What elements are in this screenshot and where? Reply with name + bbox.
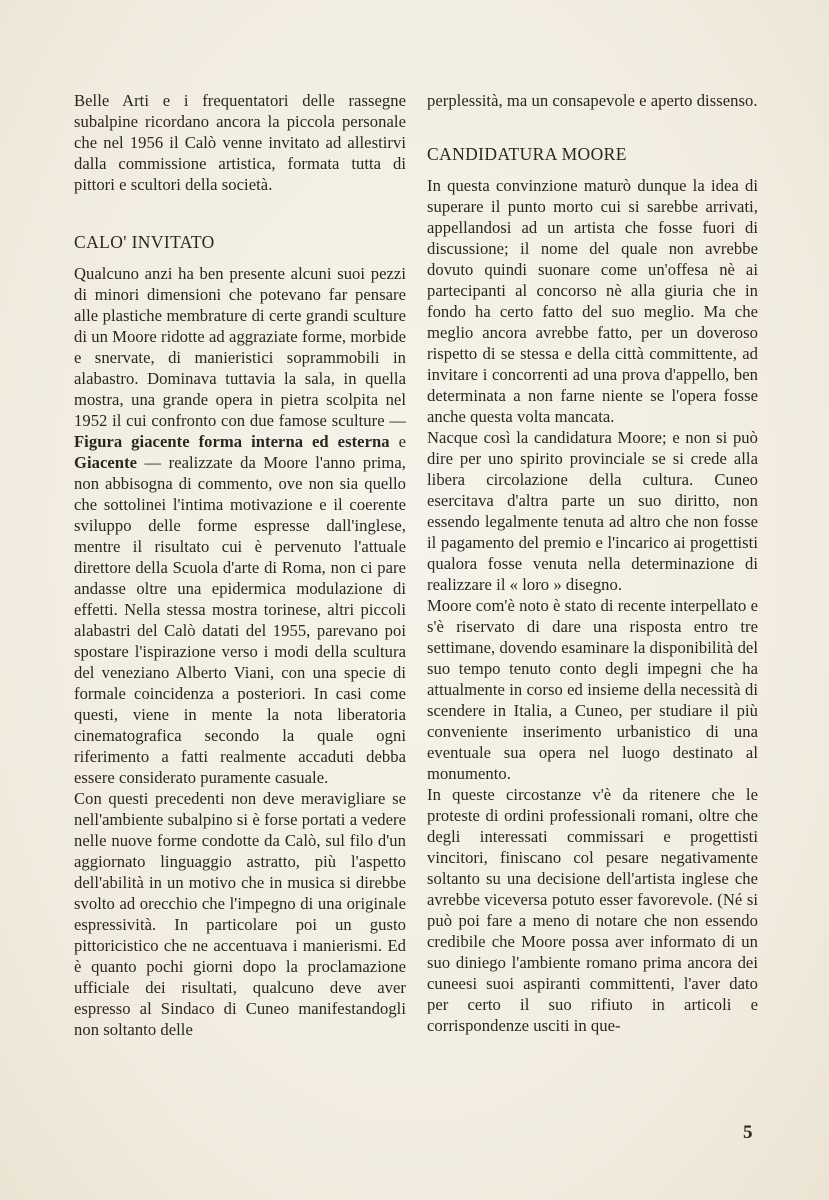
left-paragraph-1-text-b: — realizzate da Moore l'anno prima, non abbisogna di commento, ove non sia quello che sottolinei l'intima motivazione e il coerente sviluppo delle forme espresse dall'inglese, mentre il risultato cui è pervenuto l'attuale direttore della Scuola d'arte di Roma, non ci pare andasse oltre una epidermica modulazione di effetti. Nella stessa mostra torinese, altri piccoli alabastri del Calò datati del 1955, parevano poi spostare l'ispirazione verso i modi della scultura del veneziano Alberto Viani, con una specie di formale coincidenza a posteriori. In casi come questi, viene in mente la nota liberatoria cinematografica secondo la quale ogni riferimento a fatti realmente accaduti debba essere considerato puramente casuale.: [74, 453, 406, 787]
page-number: 5: [743, 1122, 753, 1143]
right-intro-paragraph: perplessità, ma un consapevole e aperto dissenso.: [427, 91, 758, 110]
right-paragraph-2: Nacque così la candidatura Moore; e non si può dire per uno spirito provinciale se si crede alla libera circolazione della cultura. Cuneo esercitava d'altra parte un suo diritto, non essendo legalmente tenuta ad altro che non fosse il pagamento del premio e l'incarico ai progettisti qualora fosse venuta nella determinazione di realizzare il « loro » disegno.: [427, 428, 758, 594]
artwork-title-giacente: Giacente: [74, 453, 138, 472]
left-intro-paragraph: Belle Arti e i frequentatori delle rassegne subalpine ricordano ancora la piccola personale che nel 1956 il Calò venne invitato ad allestirvi dalla commissione artistica, formata tutta di pittori e scultori della società.: [74, 91, 406, 194]
right-paragraph-4: In queste circostanze v'è da ritenere che le proteste di ordini professionali romani, oltre che degli interessati commissari e progettisti vincitori, finiscano col pesare negativamente soltanto su una decisione dell'artista inglese che avrebbe viceversa potuto esser favorevole. (Né si può poi fare a meno di notare che non essendo credibile che Moore possa aver informato di un suo diniego l'ambiente romano prima ancora dei cuneesi suoi aspiranti committenti, l'aver dato per certo il suo rifiuto in articoli e corrispondenze usciti in que-: [427, 785, 758, 1035]
right-paragraph-3: Moore com'è noto è stato di recente interpellato e s'è riservato di dare una risposta entro tre settimane, dovendo esaminare la disponibilità del suo tempo tenuto conto degli impegni che ha attualmente in corso ed insieme della necessità di scendere in Italia, a Cuneo, per studiare il più conveniente inserimento urbanistico di una eventuale sua opera nel luogo destinato al monumento.: [427, 596, 758, 783]
artwork-title-figura-giacente: Figura giacente forma interna ed esterna: [74, 432, 390, 451]
left-paragraph-1-text-a: Qualcuno anzi ha ben presente alcuni suoi pezzi di minori dimensioni che potevano far pensare alle plastiche membrature di certe grandi sculture di un Moore ridotte ad aggraziate forme, morbide e snervate, di manieristici soprammobili in alabastro. Dominava tuttavia la sala, in quella mostra, una grande opera in pietra scolpita nel 1952 il cui confronto con due famose sculture —: [74, 264, 406, 430]
left-paragraph-1: [74, 263, 406, 788]
left-paragraph-1-conjunction: e: [398, 432, 406, 451]
left-column: [74, 90, 406, 1040]
right-paragraph-1: In questa convinzione maturò dunque la idea di superare il punto morto cui si sarebbe arrivati, appellandosi ad un artista che fosse fuori di discussione; il nome del quale non avrebbe dovuto quindi suonare come un'offesa nè ai partecipanti al concorso nè alla giuria che in fondo ha certo fatto del suo meglio. Ma che meglio ancora avrebbe fatto, per un doveroso rispetto di se stessa e della città committente, ad invitare i concorrenti ad una prova d'appello, ben determinata a non farne niente se l'opera fosse anche questa volta mancata.: [427, 176, 758, 426]
section-heading-calo-invitato: CALO' INVITATO: [74, 232, 215, 252]
section-heading-candidatura-moore: CANDIDATURA MOORE: [427, 144, 627, 164]
left-paragraph-2: Con questi precedenti non deve meravigliare se nell'ambiente subalpino si è forse portati a vedere nelle nuove forme condotte da Calò, sul filo d'un aggiornato linguaggio astratto, più l'aspetto dell'abilità in un motivo che in musica si direbbe svolto ad orecchio che l'impegno di una originale espressività. In particolare poi un gusto pittoricistico che ne accentuava i manierismi. Ed è quanto pochi giorni dopo la proclamazione ufficiale dei risultati, qualcuno deve aver espresso al Sindaco di Cuneo manifestandogli non soltanto delle: [74, 789, 406, 1039]
right-column: [427, 90, 758, 1036]
